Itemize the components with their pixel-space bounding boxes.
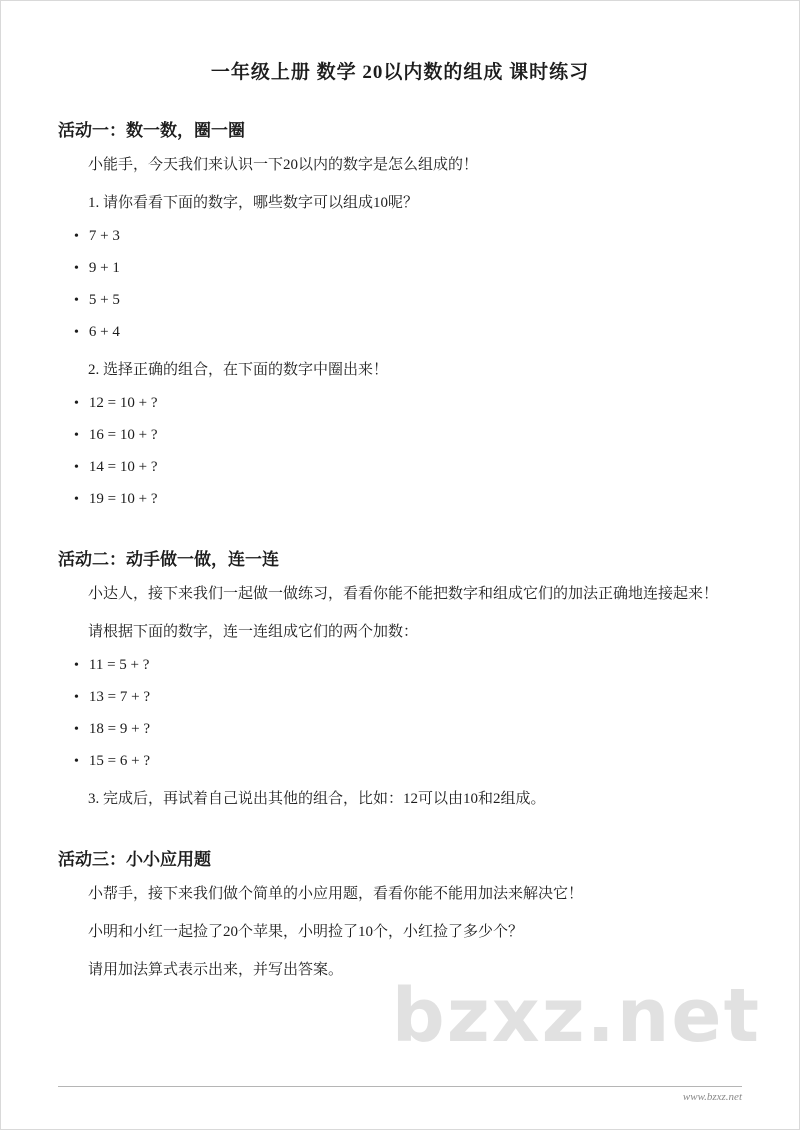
list-item: • 18 = 9 + ? [74, 716, 742, 743]
paragraph: 小能手，今天我们来认识一下20以内的数字是怎么组成的！ [88, 157, 479, 173]
worksheet-section [58, 845, 742, 984]
paragraph: 3. 完成后，再试着自己说出其他的组合，比如：12可以由10和2组成。 [88, 791, 546, 807]
list-item: • 19 = 10 + ? [74, 486, 742, 513]
list-item: • 14 = 10 + ? [74, 454, 742, 481]
bullet-list [58, 390, 742, 513]
worksheet-section [58, 116, 742, 513]
paragraph: 小帮手，接下来我们做个简单的小应用题，看看你能不能用加法来解决它！ [88, 886, 584, 902]
list-item: • 12 = 10 + ? [74, 390, 742, 417]
list-item: • 5 + 5 [74, 287, 742, 314]
footer [58, 1086, 742, 1103]
footer-url: www.bzxz.net [682, 1091, 742, 1103]
list-item: • 13 = 7 + ? [74, 684, 742, 711]
page-title: 一年级上册 数学 20以内数的组成 课时练习 [210, 62, 590, 83]
list-item: • 16 = 10 + ? [74, 422, 742, 449]
watermark: bzxz.net [391, 973, 761, 1059]
list-item: • 9 + 1 [74, 255, 742, 282]
paragraph: 请用加法算式表示出来，并写出答案。 [88, 962, 344, 978]
worksheet-section [58, 545, 742, 813]
list-item: • 6 + 4 [74, 319, 742, 346]
list-item: • 11 = 5 + ? [74, 652, 742, 679]
paragraph: 1. 请你看看下面的数字，哪些数字可以组成10呢？ [88, 195, 419, 211]
section-heading: 活动二：动手做一做，连一连 [58, 550, 279, 569]
paragraph: 小达人，接下来我们一起做一做练习，看看你能不能把数字和组成它们的加法正确地连接起来！ [88, 586, 719, 602]
list-item: • 15 = 6 + ? [74, 748, 742, 775]
worksheet-content [1, 116, 799, 984]
bullet-list [58, 652, 742, 775]
paragraph: 2. 选择正确的组合，在下面的数字中圈出来！ [88, 362, 389, 378]
section-heading: 活动三：小小应用题 [58, 850, 211, 869]
bullet-list [58, 223, 742, 346]
paragraph: 小明和小红一起捡了20个苹果，小明捡了10个，小红捡了多少个？ [88, 924, 524, 940]
list-item: • 7 + 3 [74, 223, 742, 250]
paragraph: 请根据下面的数字，连一连组成它们的两个加数： [88, 624, 419, 640]
section-heading: 活动一：数一数，圈一圈 [58, 121, 245, 140]
